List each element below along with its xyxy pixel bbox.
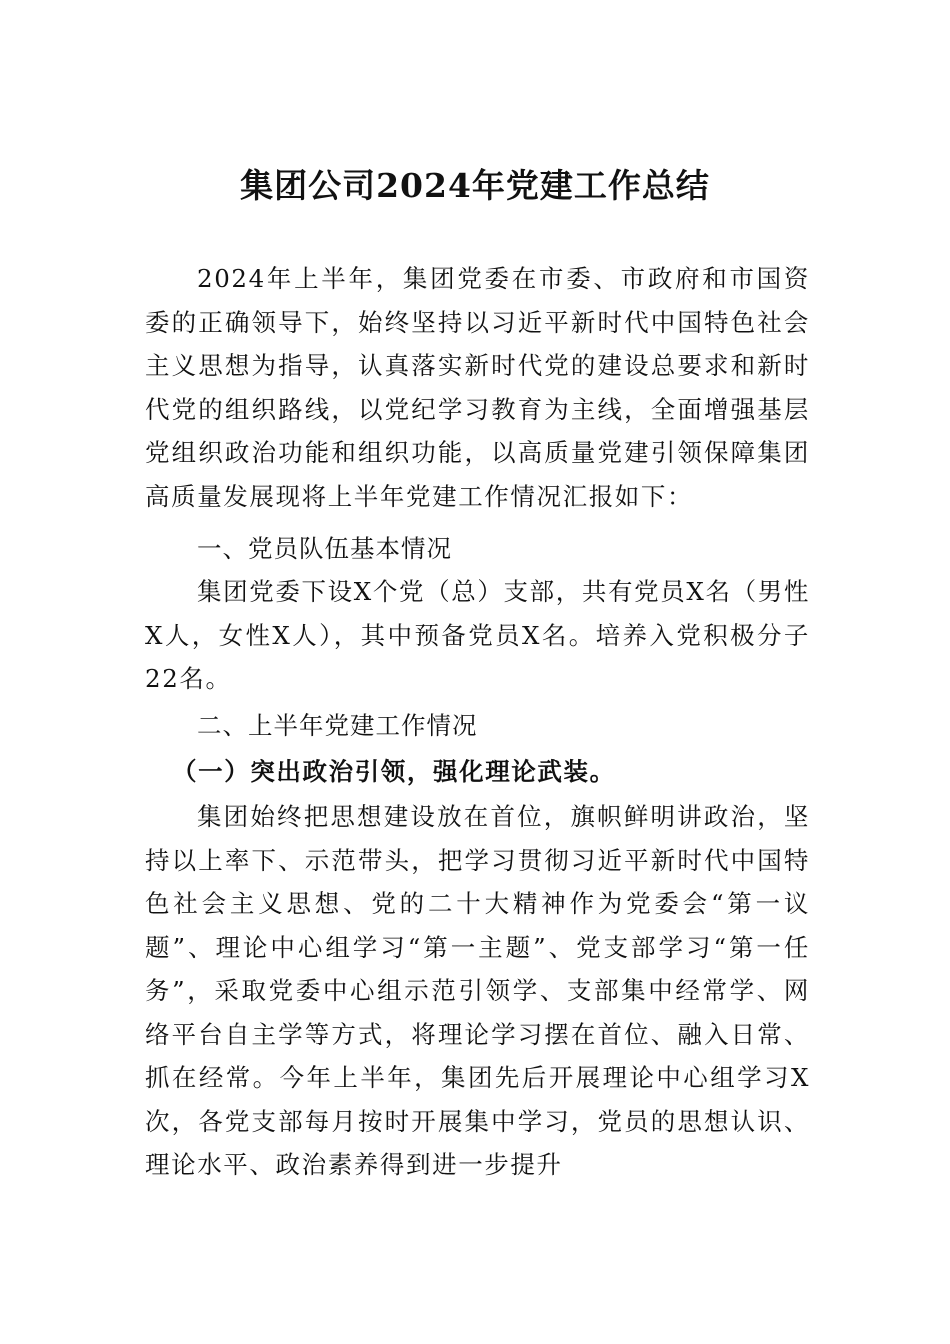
document-title: 集团公司2024年党建工作总结	[240, 166, 710, 205]
section-2-paragraph: 集团始终把思想建设放在首位，旗帜鲜明讲政治，坚持以上率下、示范带头，把学习贯彻习近平新时代中国特色社会主义思想、党的二十大精神作为党委会“第一议题”、理论中心组学习“第一主题”、党支部学习“第一任务”，采取党委中心组示范引领学、支部集中经常学、网络平台自主学等方式，将理论学习摆在首位、融入日常、抓在经常。今年上半年，集团先后开展理论中心组学习X次，各党支部每月按时开展集中学习，党员的思想认识、理论水平、政治素养得到进一步提升	[145, 802, 810, 1179]
section-2-heading: 二、上半年党建工作情况	[197, 711, 478, 740]
section-1-heading: 一、党员队伍基本情况	[197, 534, 452, 563]
section-2-subheading: （一）突出政治引领，强化理论武装。	[172, 757, 616, 786]
intro-paragraph: 2024年上半年，集团党委在市委、市政府和市国资委的正确领导下，始终坚持以习近平新时代中国特色社会主义思想为指导，认真落实新时代党的建设总要求和新时代党的组织路线，以党纪学习教育为主线，全面增强基层党组织政治功能和组织功能，以高质量党建引领保障集团高质量发展现将上半年党建工作情况汇报如下：	[145, 264, 810, 511]
section-1-paragraph: 集团党委下设X个党（总）支部，共有党员X名（男性X人，女性X人），其中预备党员X名。培养入党积极分子22名。	[145, 577, 810, 693]
